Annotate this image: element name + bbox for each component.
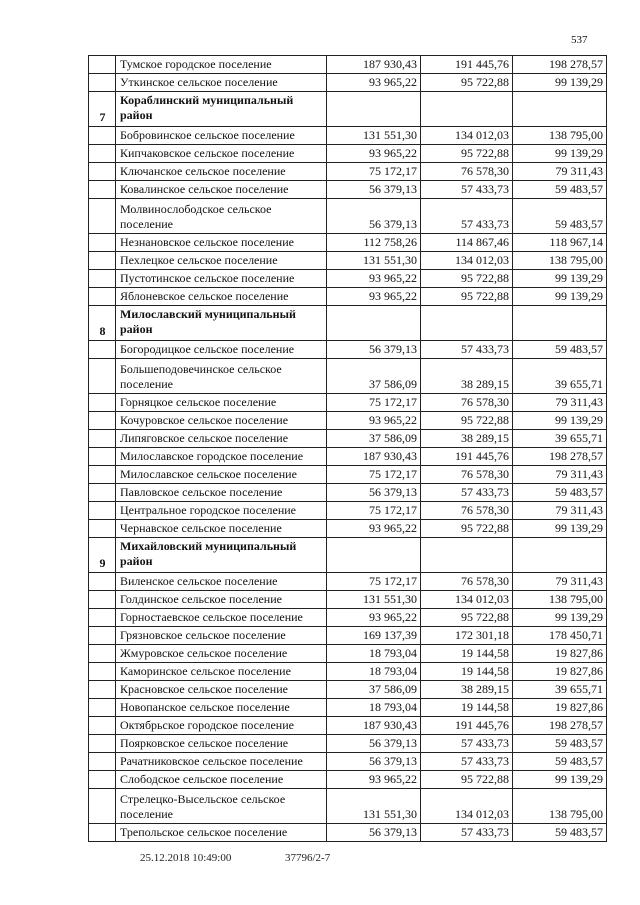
amount-col-1: 93 965,22 xyxy=(327,145,421,163)
amount-col-2 xyxy=(421,538,513,573)
name-text: Липяговское сельское поселение xyxy=(120,431,289,445)
amount-col-2: 38 289,15 xyxy=(421,430,513,448)
settlement-row xyxy=(89,163,607,181)
settlement-name xyxy=(116,74,327,92)
amount-col-2: 134 012,03 xyxy=(421,789,513,824)
amount-col-3: 59 483,57 xyxy=(513,484,607,502)
row-number: 9 xyxy=(89,538,116,573)
name-text: Бобровинское сельское поселение xyxy=(120,128,295,142)
name-text: Кочуровское сельское поселение xyxy=(120,413,289,427)
amount-col-2: 191 445,76 xyxy=(421,448,513,466)
amount-col-1: 56 379,13 xyxy=(327,181,421,199)
settlement-name xyxy=(116,520,327,538)
district-row xyxy=(89,92,607,127)
amount-col-1: 75 172,17 xyxy=(327,502,421,520)
name-text: Богородицкое сельское поселение xyxy=(120,342,295,356)
name-text: Каморинское сельское поселение xyxy=(120,664,291,678)
amount-col-2: 76 578,30 xyxy=(421,466,513,484)
settlement-row xyxy=(89,199,607,234)
settlement-name xyxy=(116,341,327,359)
settlement-row xyxy=(89,270,607,288)
amount-col-1: 18 793,04 xyxy=(327,645,421,663)
name-text: Трепольское сельское поселение xyxy=(120,825,288,839)
amount-col-1: 56 379,13 xyxy=(327,753,421,771)
settlement-name xyxy=(116,753,327,771)
name-text: Милославский муниципальный район xyxy=(120,307,296,336)
row-number xyxy=(89,341,116,359)
amount-col-2: 57 433,73 xyxy=(421,735,513,753)
name-text: Милославское сельское поселение xyxy=(120,467,297,481)
amount-col-1: 37 586,09 xyxy=(327,359,421,394)
footer-datetime: 25.12.2018 10:49:00 xyxy=(140,852,232,864)
name-text: Ковалинское сельское поселение xyxy=(120,182,289,196)
settlement-row xyxy=(89,127,607,145)
settlement-row xyxy=(89,430,607,448)
amount-col-3: 99 139,29 xyxy=(513,771,607,789)
amount-col-1 xyxy=(327,92,421,127)
row-number xyxy=(89,145,116,163)
name-text: Большеподовечинское сельское поселение xyxy=(120,362,282,391)
amount-col-2: 19 144,58 xyxy=(421,699,513,717)
table-body xyxy=(89,56,607,842)
row-number xyxy=(89,56,116,74)
settlement-name xyxy=(116,359,327,394)
settlement-name xyxy=(116,127,327,145)
name-text: Михайловский муниципальный район xyxy=(120,539,297,568)
amount-col-3: 138 795,00 xyxy=(513,127,607,145)
settlement-name xyxy=(116,448,327,466)
amount-col-1: 169 137,39 xyxy=(327,627,421,645)
amount-col-1: 93 965,22 xyxy=(327,771,421,789)
row-number xyxy=(89,181,116,199)
row-number xyxy=(89,591,116,609)
amount-col-1: 75 172,17 xyxy=(327,573,421,591)
row-number xyxy=(89,466,116,484)
name-text: Голдинское сельское поселение xyxy=(120,592,282,606)
amount-col-3: 99 139,29 xyxy=(513,145,607,163)
amount-col-2 xyxy=(421,306,513,341)
row-number xyxy=(89,717,116,735)
row-number xyxy=(89,627,116,645)
name-text: Яблоневское сельское поселение xyxy=(120,289,289,303)
amount-col-1 xyxy=(327,538,421,573)
amount-col-2: 95 722,88 xyxy=(421,412,513,430)
amount-col-1: 56 379,13 xyxy=(327,341,421,359)
amount-col-3: 99 139,29 xyxy=(513,288,607,306)
settlement-row xyxy=(89,735,607,753)
row-number xyxy=(89,430,116,448)
settlement-row xyxy=(89,412,607,430)
amount-col-2: 95 722,88 xyxy=(421,520,513,538)
row-number xyxy=(89,699,116,717)
amount-col-1: 93 965,22 xyxy=(327,609,421,627)
name-text: Грязновское сельское поселение xyxy=(120,628,286,642)
settlement-name xyxy=(116,288,327,306)
settlement-name xyxy=(116,466,327,484)
amount-col-3: 99 139,29 xyxy=(513,609,607,627)
amount-col-3 xyxy=(513,538,607,573)
amount-col-1: 56 379,13 xyxy=(327,484,421,502)
amount-col-2: 19 144,58 xyxy=(421,663,513,681)
amount-col-2 xyxy=(421,92,513,127)
name-text: Октябрьское городское поселение xyxy=(120,718,294,732)
amount-col-3: 59 483,57 xyxy=(513,341,607,359)
amount-col-1: 187 930,43 xyxy=(327,717,421,735)
amount-col-3: 59 483,57 xyxy=(513,735,607,753)
amount-col-3: 118 967,14 xyxy=(513,234,607,252)
amount-col-3: 19 827,86 xyxy=(513,699,607,717)
name-text: Новопанское сельское поселение xyxy=(120,700,290,714)
amount-col-3: 99 139,29 xyxy=(513,520,607,538)
row-number xyxy=(89,127,116,145)
amount-col-1: 18 793,04 xyxy=(327,663,421,681)
settlement-row xyxy=(89,609,607,627)
row-number xyxy=(89,681,116,699)
amount-col-2: 95 722,88 xyxy=(421,270,513,288)
row-number xyxy=(89,753,116,771)
name-text: Жмуровское сельское поселение xyxy=(120,646,288,660)
amount-col-2: 57 433,73 xyxy=(421,341,513,359)
district-name xyxy=(116,92,327,127)
amount-col-3: 99 139,29 xyxy=(513,412,607,430)
amount-col-2: 38 289,15 xyxy=(421,359,513,394)
settlement-row xyxy=(89,717,607,735)
settlement-row xyxy=(89,681,607,699)
amount-col-1: 75 172,17 xyxy=(327,163,421,181)
name-text: Кипчаковское сельское поселение xyxy=(120,146,295,160)
amount-col-3: 79 311,43 xyxy=(513,502,607,520)
row-number xyxy=(89,484,116,502)
settlement-row xyxy=(89,341,607,359)
amount-col-3: 39 655,71 xyxy=(513,359,607,394)
settlement-name xyxy=(116,181,327,199)
settlement-name xyxy=(116,591,327,609)
settlement-row xyxy=(89,288,607,306)
name-text: Павловское сельское поселение xyxy=(120,485,283,499)
amount-col-3: 99 139,29 xyxy=(513,74,607,92)
settlement-row xyxy=(89,771,607,789)
settlement-name xyxy=(116,824,327,842)
settlement-name xyxy=(116,735,327,753)
settlement-name xyxy=(116,771,327,789)
settlement-name xyxy=(116,663,327,681)
settlement-row xyxy=(89,645,607,663)
row-number xyxy=(89,573,116,591)
amount-col-1: 93 965,22 xyxy=(327,270,421,288)
amount-col-2: 76 578,30 xyxy=(421,502,513,520)
settlement-row xyxy=(89,824,607,842)
amount-col-1: 187 930,43 xyxy=(327,448,421,466)
settlement-name xyxy=(116,199,327,234)
settlement-row xyxy=(89,394,607,412)
amount-col-3: 19 827,86 xyxy=(513,663,607,681)
row-number xyxy=(89,448,116,466)
settlement-name xyxy=(116,163,327,181)
amount-col-2: 134 012,03 xyxy=(421,591,513,609)
amount-col-3: 59 483,57 xyxy=(513,181,607,199)
row-number xyxy=(89,252,116,270)
budget-table xyxy=(88,55,607,842)
amount-col-3: 198 278,57 xyxy=(513,717,607,735)
settlement-row xyxy=(89,145,607,163)
name-text: Горностаевское сельское поселение xyxy=(120,610,303,624)
settlement-row xyxy=(89,74,607,92)
footer-doc-code: 37796/2-7 xyxy=(285,852,331,864)
amount-col-1 xyxy=(327,306,421,341)
settlement-row xyxy=(89,466,607,484)
amount-col-2: 38 289,15 xyxy=(421,681,513,699)
amount-col-2: 57 433,73 xyxy=(421,484,513,502)
settlement-name xyxy=(116,234,327,252)
name-text: Молвинослободское сельское поселение xyxy=(120,202,272,231)
settlement-row xyxy=(89,359,607,394)
settlement-row xyxy=(89,484,607,502)
amount-col-1: 187 930,43 xyxy=(327,56,421,74)
amount-col-2: 76 578,30 xyxy=(421,163,513,181)
settlement-row xyxy=(89,234,607,252)
settlement-name xyxy=(116,699,327,717)
row-number xyxy=(89,520,116,538)
settlement-name xyxy=(116,145,327,163)
amount-col-3: 138 795,00 xyxy=(513,591,607,609)
name-text: Рачатниковское сельское поселение xyxy=(120,754,303,768)
row-number xyxy=(89,735,116,753)
settlement-row xyxy=(89,520,607,538)
name-text: Чернавское сельское поселение xyxy=(120,521,282,535)
amount-col-1: 131 551,30 xyxy=(327,252,421,270)
row-number xyxy=(89,359,116,394)
row-number xyxy=(89,412,116,430)
amount-col-1: 56 379,13 xyxy=(327,735,421,753)
amount-col-3: 79 311,43 xyxy=(513,163,607,181)
amount-col-1: 37 586,09 xyxy=(327,681,421,699)
name-text: Тумское городское поселение xyxy=(120,57,272,71)
amount-col-1: 131 551,30 xyxy=(327,789,421,824)
settlement-row xyxy=(89,789,607,824)
amount-col-1: 131 551,30 xyxy=(327,591,421,609)
amount-col-3: 59 483,57 xyxy=(513,753,607,771)
amount-col-2: 172 301,18 xyxy=(421,627,513,645)
amount-col-1: 93 965,22 xyxy=(327,288,421,306)
district-name xyxy=(116,538,327,573)
amount-col-2: 95 722,88 xyxy=(421,145,513,163)
settlement-row xyxy=(89,181,607,199)
name-text: Милославское городское поселение xyxy=(120,449,304,463)
page-number: 537 xyxy=(571,34,588,46)
amount-col-3: 19 827,86 xyxy=(513,645,607,663)
settlement-name xyxy=(116,717,327,735)
amount-col-1: 93 965,22 xyxy=(327,74,421,92)
row-number xyxy=(89,74,116,92)
amount-col-2: 19 144,58 xyxy=(421,645,513,663)
amount-col-2: 95 722,88 xyxy=(421,609,513,627)
amount-col-2: 134 012,03 xyxy=(421,252,513,270)
amount-col-3: 99 139,29 xyxy=(513,270,607,288)
amount-col-2: 114 867,46 xyxy=(421,234,513,252)
amount-col-3: 59 483,57 xyxy=(513,199,607,234)
settlement-name xyxy=(116,681,327,699)
settlement-name xyxy=(116,789,327,824)
settlement-name xyxy=(116,56,327,74)
row-number: 8 xyxy=(89,306,116,341)
amount-col-3: 39 655,71 xyxy=(513,681,607,699)
name-text: Горняцкое сельское поселение xyxy=(120,395,277,409)
amount-col-3: 79 311,43 xyxy=(513,573,607,591)
settlement-row xyxy=(89,663,607,681)
settlement-name xyxy=(116,430,327,448)
row-number xyxy=(89,288,116,306)
settlement-name xyxy=(116,394,327,412)
amount-col-1: 75 172,17 xyxy=(327,466,421,484)
name-text: Незнановское сельское поселение xyxy=(120,235,294,249)
amount-col-2: 76 578,30 xyxy=(421,394,513,412)
amount-col-3: 138 795,00 xyxy=(513,789,607,824)
settlement-name xyxy=(116,484,327,502)
amount-col-2: 95 722,88 xyxy=(421,74,513,92)
amount-col-2: 57 433,73 xyxy=(421,753,513,771)
name-text: Кораблинский муниципальный район xyxy=(120,93,294,122)
row-number xyxy=(89,824,116,842)
amount-col-3: 198 278,57 xyxy=(513,56,607,74)
district-name xyxy=(116,306,327,341)
settlement-row xyxy=(89,627,607,645)
amount-col-3: 198 278,57 xyxy=(513,448,607,466)
amount-col-3 xyxy=(513,306,607,341)
settlement-name xyxy=(116,609,327,627)
amount-col-3: 59 483,57 xyxy=(513,824,607,842)
amount-col-1: 56 379,13 xyxy=(327,199,421,234)
name-text: Красновское сельское поселение xyxy=(120,682,288,696)
row-number xyxy=(89,789,116,824)
settlement-row xyxy=(89,252,607,270)
district-row xyxy=(89,306,607,341)
settlement-name xyxy=(116,502,327,520)
settlement-name xyxy=(116,645,327,663)
row-number xyxy=(89,234,116,252)
row-number xyxy=(89,663,116,681)
amount-col-1: 93 965,22 xyxy=(327,520,421,538)
settlement-name xyxy=(116,627,327,645)
row-number xyxy=(89,394,116,412)
settlement-row xyxy=(89,448,607,466)
amount-col-1: 37 586,09 xyxy=(327,430,421,448)
name-text: Слободское сельское поселение xyxy=(120,772,284,786)
settlement-row xyxy=(89,56,607,74)
settlement-name xyxy=(116,270,327,288)
settlement-row xyxy=(89,573,607,591)
settlement-row xyxy=(89,753,607,771)
amount-col-1: 18 793,04 xyxy=(327,699,421,717)
amount-col-2: 57 433,73 xyxy=(421,181,513,199)
row-number xyxy=(89,645,116,663)
amount-col-1: 112 758,26 xyxy=(327,234,421,252)
row-number: 7 xyxy=(89,92,116,127)
name-text: Центральное городское поселение xyxy=(120,503,296,517)
amount-col-3: 79 311,43 xyxy=(513,394,607,412)
amount-col-2: 76 578,30 xyxy=(421,573,513,591)
amount-col-3: 138 795,00 xyxy=(513,252,607,270)
settlement-row xyxy=(89,591,607,609)
district-row xyxy=(89,538,607,573)
name-text: Ключанское сельское поселение xyxy=(120,164,286,178)
amount-col-2: 95 722,88 xyxy=(421,771,513,789)
amount-col-1: 75 172,17 xyxy=(327,394,421,412)
row-number xyxy=(89,502,116,520)
amount-col-3: 178 450,71 xyxy=(513,627,607,645)
amount-col-2: 191 445,76 xyxy=(421,717,513,735)
amount-col-3: 79 311,43 xyxy=(513,466,607,484)
name-text: Виленское сельское поселение xyxy=(120,574,278,588)
amount-col-1: 131 551,30 xyxy=(327,127,421,145)
row-number xyxy=(89,199,116,234)
amount-col-3: 39 655,71 xyxy=(513,430,607,448)
row-number xyxy=(89,163,116,181)
settlement-row xyxy=(89,502,607,520)
amount-col-3 xyxy=(513,92,607,127)
name-text: Поярковское сельское поселение xyxy=(120,736,289,750)
amount-col-2: 57 433,73 xyxy=(421,824,513,842)
amount-col-1: 56 379,13 xyxy=(327,824,421,842)
settlement-name xyxy=(116,573,327,591)
name-text: Пустотинское сельское поселение xyxy=(120,271,295,285)
amount-col-2: 191 445,76 xyxy=(421,56,513,74)
amount-col-2: 95 722,88 xyxy=(421,288,513,306)
amount-col-1: 93 965,22 xyxy=(327,412,421,430)
amount-col-2: 57 433,73 xyxy=(421,199,513,234)
name-text: Стрелецко-Высельское сельское поселение xyxy=(120,792,286,821)
row-number xyxy=(89,771,116,789)
name-text: Пехлецкое сельское поселение xyxy=(120,253,278,267)
settlement-row xyxy=(89,699,607,717)
settlement-name xyxy=(116,252,327,270)
amount-col-2: 134 012,03 xyxy=(421,127,513,145)
settlement-name xyxy=(116,412,327,430)
row-number xyxy=(89,609,116,627)
name-text: Уткинское сельское поселение xyxy=(120,75,278,89)
row-number xyxy=(89,270,116,288)
